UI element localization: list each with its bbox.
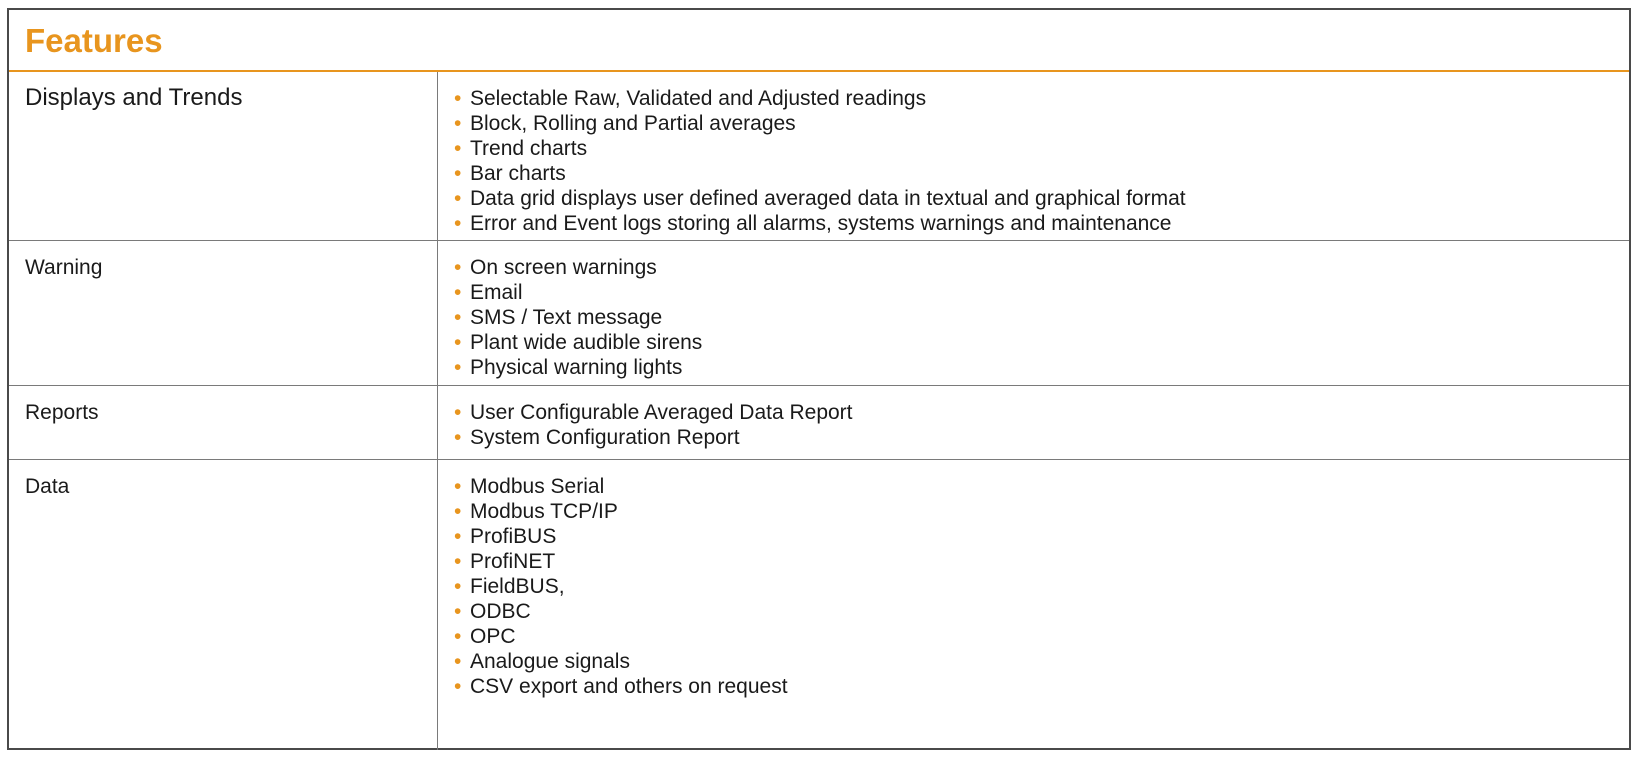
row-label: Warning (25, 256, 103, 279)
bullet-icon: • (454, 600, 462, 623)
bullet-icon: • (454, 550, 462, 573)
list-item-text: Trend charts (470, 137, 588, 160)
bullet-icon: • (454, 525, 462, 548)
feature-list (454, 86, 1186, 236)
list-item-text: Block, Rolling and Partial averages (470, 112, 796, 135)
list-item (454, 674, 788, 699)
list-item (454, 136, 1186, 161)
feature-list (454, 474, 788, 699)
list-item-text: ODBC (470, 600, 531, 623)
list-item-text: OPC (470, 625, 516, 648)
list-item (454, 524, 788, 549)
list-item (454, 161, 1186, 186)
bullet-icon: • (454, 331, 462, 354)
list-item-text: System Configuration Report (470, 426, 740, 449)
bullet-icon: • (454, 625, 462, 648)
list-item (454, 186, 1186, 211)
list-item (454, 86, 1186, 111)
bullet-icon: • (454, 401, 462, 424)
list-item (454, 330, 702, 355)
list-item-text: Modbus Serial (470, 475, 605, 498)
row-label: Reports (25, 401, 99, 424)
bullet-icon: • (454, 306, 462, 329)
bullet-icon: • (454, 162, 462, 185)
list-item-text: Email (470, 281, 523, 304)
list-item (454, 425, 853, 450)
list-item-text: Bar charts (470, 162, 566, 185)
feature-row-reports (9, 386, 1629, 460)
list-item (454, 624, 788, 649)
bullet-icon: • (454, 575, 462, 598)
list-item-text: ProfiNET (470, 550, 556, 573)
bullet-icon: • (454, 500, 462, 523)
list-item (454, 280, 702, 305)
list-item-text: ProfiBUS (470, 525, 557, 548)
row-label: Data (25, 475, 70, 498)
row-label: Displays and Trends (25, 84, 243, 111)
bullet-icon: • (454, 112, 462, 135)
list-item-text: Physical warning lights (470, 356, 683, 379)
bullet-icon: • (454, 87, 462, 110)
feature-list (454, 400, 853, 450)
list-item (454, 474, 788, 499)
list-item (454, 355, 702, 380)
bullet-icon: • (454, 475, 462, 498)
list-item (454, 305, 702, 330)
list-item-text: Data grid displays user defined averaged data in textual and graphical format (470, 187, 1186, 210)
feature-row-data (9, 460, 1629, 750)
table-title: Features (25, 22, 163, 59)
bullet-icon: • (454, 650, 462, 673)
list-item (454, 211, 1186, 236)
list-item-text: CSV export and others on request (470, 675, 788, 698)
table-header (9, 10, 1629, 72)
bullet-icon: • (454, 187, 462, 210)
feature-list (454, 255, 702, 380)
feature-row-warning (9, 241, 1629, 386)
list-item-text: Plant wide audible sirens (470, 331, 703, 354)
list-item (454, 499, 788, 524)
list-item-text: FieldBUS, (470, 575, 565, 598)
feature-row-displays-and-trends (9, 72, 1629, 241)
bullet-icon: • (454, 212, 462, 235)
list-item (454, 649, 788, 674)
list-item-text: User Configurable Averaged Data Report (470, 401, 853, 424)
list-item-text: Error and Event logs storing all alarms, systems warnings and maintenance (470, 212, 1172, 235)
list-item (454, 549, 788, 574)
list-item (454, 400, 853, 425)
features-table (7, 8, 1631, 750)
bullet-icon: • (454, 356, 462, 379)
list-item-text: Selectable Raw, Validated and Adjusted readings (470, 87, 927, 110)
list-item-text: Modbus TCP/IP (470, 500, 618, 523)
bullet-icon: • (454, 426, 462, 449)
list-item (454, 599, 788, 624)
list-item-text: SMS / Text message (470, 306, 663, 329)
bullet-icon: • (454, 137, 462, 160)
list-item (454, 255, 702, 280)
list-item (454, 111, 1186, 136)
list-item-text: On screen warnings (470, 256, 657, 279)
bullet-icon: • (454, 675, 462, 698)
bullet-icon: • (454, 256, 462, 279)
list-item-text: Analogue signals (470, 650, 630, 673)
bullet-icon: • (454, 281, 462, 304)
list-item (454, 574, 788, 599)
